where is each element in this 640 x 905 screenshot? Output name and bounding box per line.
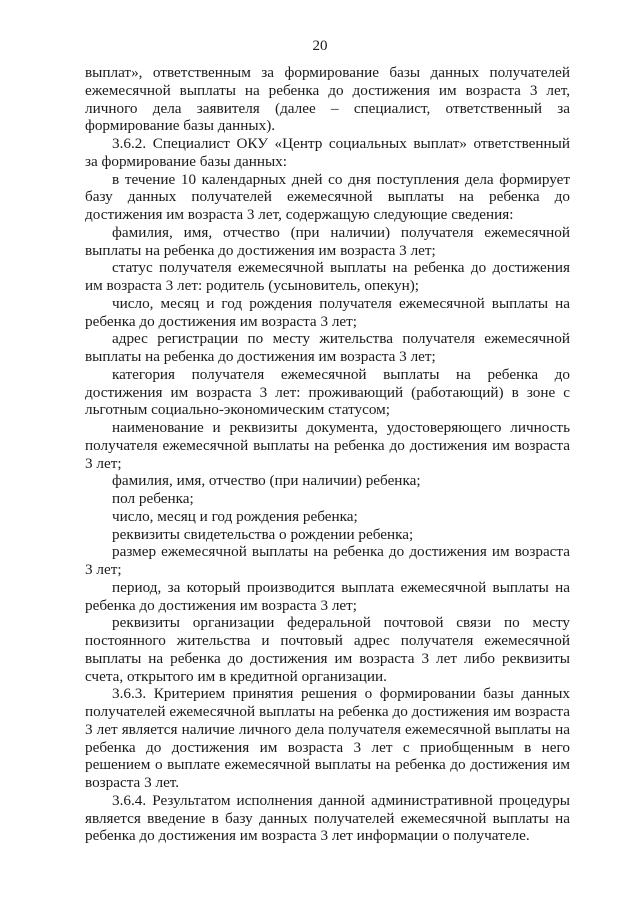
page-number: 20 <box>312 38 328 54</box>
list-item-registration-address: адрес регистрации по месту жительства получателя ежемесячной выплаты на ребенка до достижения им возраста 3 лет; <box>85 330 570 365</box>
list-item-recipient-birthdate: число, месяц и год рождения получателя ежемесячной выплаты на ребенка до достижения им возраста 3 лет; <box>85 294 570 330</box>
paragraph-3-6-4: 3.6.4. Результатом исполнения данной административной процедуры является введение в базу данных получателей ежемесячной выплаты на ребенка до достижения им возраста 3 лет информации о получателе. <box>85 791 570 845</box>
list-item-identity-document: наименование и реквизиты документа, удостоверяющего личность получателя ежемесячной выплаты на ребенка до достижения им возраста 3 лет; <box>85 419 570 472</box>
list-item-child-birthdate: число, месяц и год рождения ребенка; <box>112 507 358 525</box>
list-item-postal-details: реквизиты организации федеральной почтовой связи по месту постоянного жительства и почтовый адрес получателя ежемесячной выплаты на ребенка до достижения им возраста 3 лет либо реквизиты счета, открытого им в кредитной организации. <box>85 614 570 685</box>
paragraph-3-6-2: 3.6.2. Специалист ОКУ «Центр социальных выплат» ответственный за формирование базы данных: <box>85 135 570 170</box>
list-item-payment-amount: размер ежемесячной выплаты на ребенка до достижения им возраста 3 лет; <box>85 543 570 578</box>
list-item-recipient-category: категория получателя ежемесячной выплаты на ребенка до достижения им возраста 3 лет: проживающий (работающий) в зоне с льготным социально-экономическим статусом; <box>85 365 570 419</box>
list-item-birth-certificate: реквизиты свидетельства о рождении ребенка; <box>112 525 414 543</box>
list-item-recipient-name: фамилия, имя, отчество (при наличии) получателя ежемесячной выплаты на ребенка до достижения им возраста 3 лет; <box>85 223 570 259</box>
list-item-payment-period: период, за который производится выплата ежемесячной выплаты на ребенка до достижения им возраста 3 лет; <box>85 578 570 614</box>
paragraph-3-6-3: 3.6.3. Критерием принятия решения о формировании базы данных получателей ежемесячной выплаты на ребенка до достижения им возраста 3 лет является наличие личного дела получателя ежемесячной выплаты на ребенка до достижения им возраста 3 лет с приобщенным в него решением о выплате ежемесячной выплаты на ребенка до достижения им возраста 3 лет. <box>85 685 570 791</box>
document-body <box>85 64 570 845</box>
paragraph-database-formation: в течение 10 календарных дней со дня поступления дела формирует базу данных получателей ежемесячной выплаты на ребенка до достижения им возраста 3 лет, содержащую следующие сведения: <box>85 170 570 223</box>
paragraph-continuation: выплат», ответственным за формирование базы данных получателей ежемесячной выплаты на ребенка до достижения им возраста 3 лет, личного дела заявителя (далее – специалист, ответственный за формирование базы данных). <box>85 64 570 135</box>
list-item-child-name: фамилия, имя, отчество (при наличии) ребенка; <box>112 472 421 490</box>
list-item-child-sex: пол ребенка; <box>112 490 194 507</box>
list-item-recipient-status: статус получателя ежемесячной выплаты на ребенка до достижения им возраста 3 лет: родитель (усыновитель, опекун); <box>85 259 570 294</box>
